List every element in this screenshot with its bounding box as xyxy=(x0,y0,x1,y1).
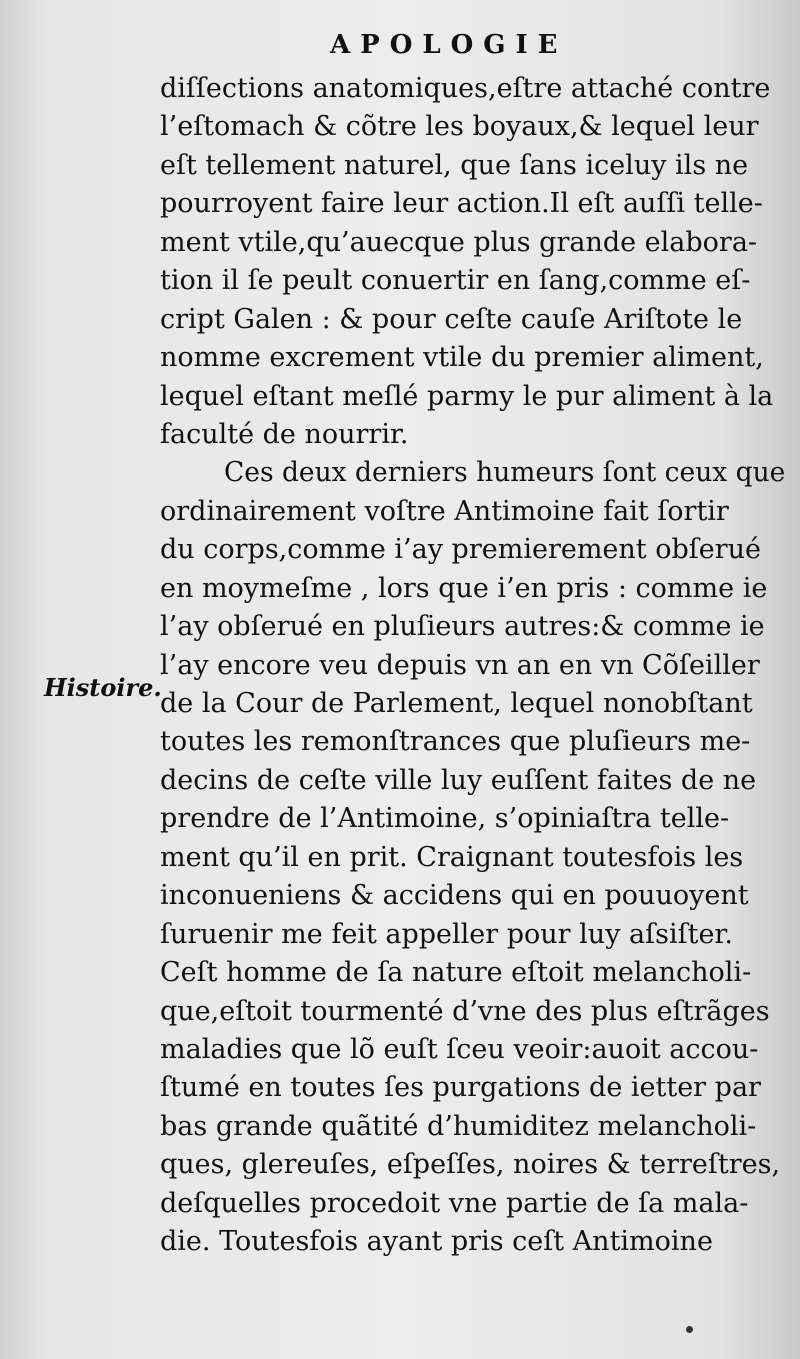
text-line: tion il ſe peult conuertir en ſang,comme eſ- xyxy=(160,265,751,297)
text-line: toutes les remonſtrances que pluſieurs me- xyxy=(160,726,751,758)
marginal-note: Histoire. xyxy=(44,673,162,702)
paragraph-start-line: Ces deux derniers humeurs ſont ceux que xyxy=(224,457,786,489)
text-line: inconueniens & accidens qui en pouuoyent xyxy=(160,880,749,912)
text-line: lequel eſtant meſlé parmy le pur aliment à la xyxy=(160,380,774,412)
text-line: bas grande quãtité d’humiditez melancholi- xyxy=(160,1110,757,1142)
text-line: l’eſtomach & cõtre les boyaux,& lequel leur xyxy=(160,111,759,143)
text-line: pourroyent faire leur action.Il eſt auſſi telle- xyxy=(160,188,763,220)
text-line: maladies que lõ euſt ſceu veoir:auoit accou- xyxy=(160,1033,759,1065)
text-line: ques, glereuſes, eſpeſſes, noires & terreſtres, xyxy=(160,1149,781,1181)
running-head: APOLOGIE xyxy=(330,30,568,60)
text-line: deſquelles procedoit vne partie de ſa mala- xyxy=(160,1187,749,1219)
text-line: decins de ceſte ville luy euſſent faites de ne xyxy=(160,764,757,796)
ink-speck xyxy=(686,1326,693,1333)
text-line: ordinairement voſtre Antimoine fait ſortir xyxy=(160,495,729,527)
text-line: de la Cour de Parlement, lequel nonobſtant xyxy=(160,688,753,719)
text-line: ment vtile,qu’auecque plus grande elabora- xyxy=(160,226,758,258)
text-line: l’ay encore veu depuis vn an en vn Cõſeiller xyxy=(160,649,760,681)
text-line: prendre de l’Antimoine, s’opiniaſtra telle- xyxy=(160,803,730,835)
text-line: du corps,comme i’ay premierement obſerué xyxy=(160,534,762,566)
text-line: ſuruenir me feit appeller pour luy aſsiſter. xyxy=(160,918,733,950)
text-line: ſtumé en toutes ſes purgations de ietter par xyxy=(160,1072,761,1104)
text-line: diſſections anatomiques,eſtre attaché contre xyxy=(160,73,771,104)
text-line: l’ay obſerué en pluſieurs autres:& comme ie xyxy=(160,611,765,643)
body-text xyxy=(160,70,785,1262)
text-line: faculté de nourrir. xyxy=(160,418,409,450)
text-line: nomme excrement vtile du premier aliment, xyxy=(160,342,764,374)
text-line: en moymeſme , lors que i’en pris : comme ie xyxy=(160,572,768,604)
text-line: ment qu’il en prit. Craignant toutesfois les xyxy=(160,841,744,873)
text-line: Ceſt homme de ſa nature eſtoit melancholi- xyxy=(160,957,752,989)
text-line: que,eſtoit tourmenté d’vne des plus eſtrãges xyxy=(160,995,770,1027)
text-line: eſt tellement naturel, que ſans iceluy ils ne xyxy=(160,149,749,181)
text-line: cript Galen : & pour ceſte cauſe Ariſtote le xyxy=(160,303,743,335)
text-line: die. Toutesfois ayant pris ceſt Antimoine xyxy=(160,1226,713,1258)
